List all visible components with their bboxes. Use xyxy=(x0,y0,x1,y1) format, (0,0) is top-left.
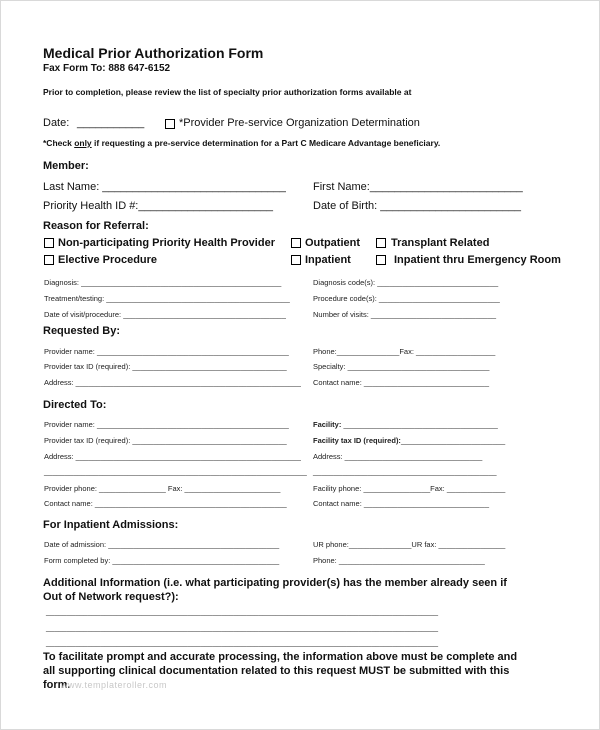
provider-preservice-checkbox[interactable] xyxy=(165,119,175,129)
date-admission-field[interactable]: Date of admission: _________________________________________ xyxy=(44,540,280,549)
dir-provider-name-field[interactable]: Provider name: ______________________________________________ xyxy=(44,420,289,429)
req-address-field[interactable]: Address: ______________________________________________________ xyxy=(44,378,301,387)
dir-facility-field[interactable]: Facility: _____________________________________ xyxy=(313,420,498,429)
req-contact-field[interactable]: Contact name: ______________________________ xyxy=(313,378,489,387)
diagnosis-field[interactable]: Diagnosis: ________________________________________________ xyxy=(44,278,282,287)
additional-line-1[interactable]: ______________________________________________________________________________________________ xyxy=(46,607,439,616)
member-heading: Member: xyxy=(43,160,89,172)
non-participating-label: Non-participating Priority Health Provider xyxy=(58,237,275,249)
form-title: Medical Prior Authorization Form xyxy=(43,45,264,61)
diagnosis-codes-field[interactable]: Diagnosis code(s): _____________________________ xyxy=(313,278,499,287)
elective-checkbox[interactable] xyxy=(44,255,54,265)
non-participating-checkbox[interactable] xyxy=(44,238,54,248)
dir-address-r-line2[interactable]: ____________________________________________ xyxy=(313,467,497,476)
health-id-field[interactable]: Priority Health ID #:______________________ xyxy=(43,200,273,212)
footer-line-1: To facilitate prompt and accurate processing, the information above must be complete and xyxy=(43,651,518,663)
dir-contact-r-field[interactable]: Contact name: ______________________________ xyxy=(313,499,489,508)
transplant-label: Transplant Related xyxy=(391,237,490,249)
directed-to-heading: Directed To: xyxy=(43,399,107,411)
requested-by-heading: Requested By: xyxy=(43,325,121,337)
treatment-field[interactable]: Treatment/testing: ____________________________________________ xyxy=(44,294,290,303)
transplant-checkbox[interactable] xyxy=(376,238,386,248)
additional-line-2[interactable]: ______________________________________________________________________________________________ xyxy=(46,623,439,632)
additional-heading-2: Out of Network request?): xyxy=(43,591,179,603)
ur-phone-fax-field[interactable]: UR phone:_______________UR fax: ________________ xyxy=(313,540,506,549)
footer-line-2: all supporting clinical documentation related to this request MUST be submitted with this xyxy=(43,665,510,677)
provider-preservice-label: *Provider Pre-service Organization Determination xyxy=(179,117,420,129)
number-visits-field[interactable]: Number of visits: ______________________________ xyxy=(313,310,497,319)
outpatient-label: Outpatient xyxy=(305,237,360,249)
first-name-field[interactable]: First Name:_________________________ xyxy=(313,181,523,193)
form-completed-field[interactable]: Form completed by: ________________________________________ xyxy=(44,556,280,565)
inpatient-heading: For Inpatient Admissions: xyxy=(43,519,179,531)
check-note: *Check only if requesting a pre-service determination for a Part C Medicare Advantage beneficiary. xyxy=(43,138,441,148)
dir-facility-tax-field[interactable]: Facility tax ID (required):_________________________ xyxy=(313,436,506,445)
req-specialty-field[interactable]: Specialty: __________________________________ xyxy=(313,362,490,371)
dir-address-r-field[interactable]: Address: _________________________________ xyxy=(313,452,483,461)
dob-field[interactable]: Date of Birth: _______________________ xyxy=(313,200,521,212)
inpatient-er-label: Inpatient thru Emergency Room xyxy=(394,254,561,266)
review-note: Prior to completion, please review the list of specialty prior authorization forms available at xyxy=(43,87,412,97)
date-field[interactable]: ___________ xyxy=(77,117,145,129)
footer-line-3: form. xyxy=(43,679,71,691)
req-tax-id-field[interactable]: Provider tax ID (required): _____________________________________ xyxy=(44,362,287,371)
reason-heading: Reason for Referral: xyxy=(43,220,149,232)
outpatient-checkbox[interactable] xyxy=(291,238,301,248)
inpatient-label: Inpatient xyxy=(305,254,351,266)
date-visit-field[interactable]: Date of visit/procedure: _______________________________________ xyxy=(44,310,286,319)
date-label: Date: xyxy=(43,117,70,129)
inpatient-er-checkbox[interactable] xyxy=(376,255,386,265)
dir-tax-id-field[interactable]: Provider tax ID (required): _____________________________________ xyxy=(44,436,287,445)
dir-address-line2[interactable]: _______________________________________________________________ xyxy=(44,467,307,476)
dir-address-field[interactable]: Address: ______________________________________________________ xyxy=(44,452,301,461)
fax-number: Fax Form To: 888 647-6152 xyxy=(43,63,171,74)
additional-heading-1: Additional Information (i.e. what participating provider(s) has the member already seen if xyxy=(43,577,507,589)
additional-line-3[interactable]: ______________________________________________________________________________________________ xyxy=(46,638,439,647)
watermark: www.templateroller.com xyxy=(61,680,168,690)
inpatient-phone-field[interactable]: Phone: ___________________________________ xyxy=(313,556,485,565)
inpatient-checkbox[interactable] xyxy=(291,255,301,265)
elective-label: Elective Procedure xyxy=(58,254,158,266)
procedure-codes-field[interactable]: Procedure code(s): _____________________________ xyxy=(313,294,500,303)
req-phone-fax-field[interactable]: Phone:_______________Fax: ___________________ xyxy=(313,347,496,356)
dir-provider-phone-field[interactable]: Provider phone: ________________ Fax: _______________________ xyxy=(44,484,281,493)
dir-facility-phone-field[interactable]: Facility phone: ________________Fax: ______________ xyxy=(313,484,506,493)
last-name-field[interactable]: Last Name: ______________________________ xyxy=(43,181,286,193)
dir-contact-field[interactable]: Contact name: ______________________________________________ xyxy=(44,499,287,508)
req-provider-name-field[interactable]: Provider name: ______________________________________________ xyxy=(44,347,289,356)
